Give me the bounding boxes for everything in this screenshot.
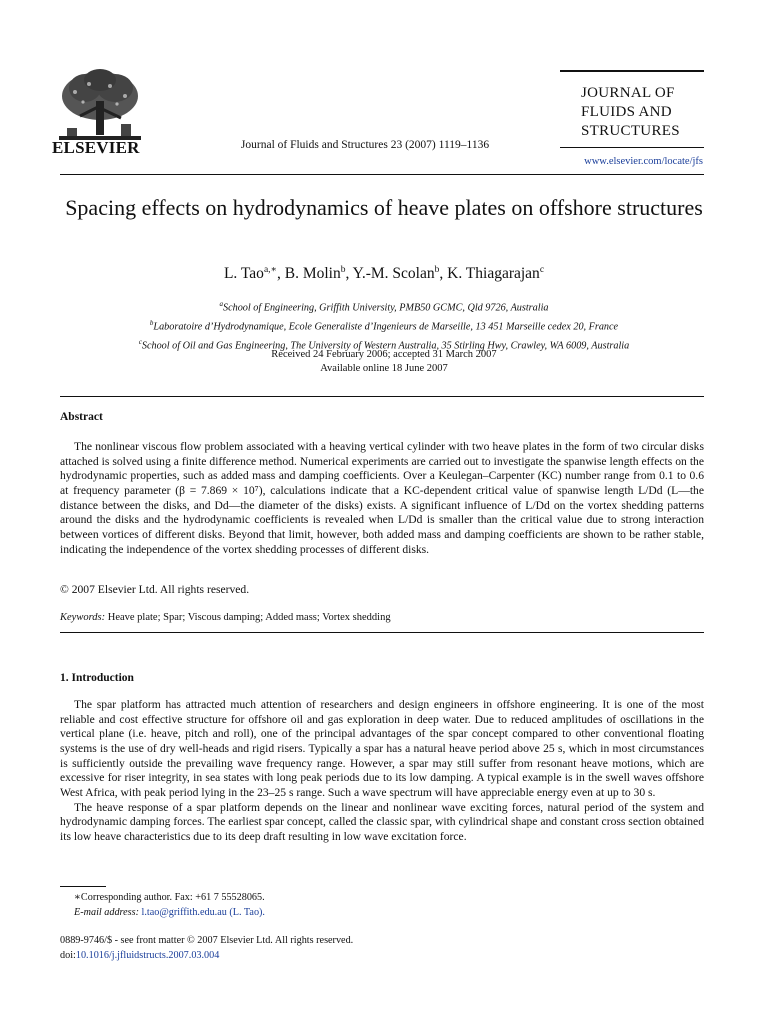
abstract-divider [60,396,704,397]
doi-line: doi:10.1016/j.jfluidstructs.2007.03.004 [60,949,220,961]
received-date: Received 24 February 2006; accepted 31 March 2007 [271,349,497,360]
section-heading: 1. Introduction [60,672,134,684]
abstract-heading: Abstract [60,411,103,423]
body-paragraph: The spar platform has attracted much attention of researchers and design engineers in offshore engineering. It is one of the most reliable and cost effective structure for offshore oil and gas exploration in deep water. Due to reduced amplitudes of oscillations in the vertical plane (i.e. heave, pitch and roll), one of the principal advantages of the spar concept compared to other conventional floating systems is the use of dry well-heads and rigid risers. Typically a spar has a natural heave period above 25 s, which in most circumstances is sufficiently outside the prevailing wave frequency range. However, a spar may still suffer from resonant heave motions, which are excessive for riser integrity, in sea states with long peak periods due to its low damping. A typical example is in the swell waves offshore West Africa, with peak period lying in the 23–25 s range. Such a wave spectrum will have appreciable energy even at up to 30 s. [60,698,704,799]
keywords-list: Heave plate; Spar; Viscous damping; Added mass; Vortex shedding [107,612,391,623]
author-affil-mark[interactable]: b [434,265,440,275]
author-affil-mark[interactable]: b [340,265,346,275]
email-note: E-mail address: l.tao@griffith.edu.au (L. Tao). [74,906,265,918]
author-list: L. Tao$^{a,∗}$, B. Molin$^b$, Y.-M. Scolan$^b$, K. Thiagarajan$^c$ [223,265,545,283]
journal-url-link[interactable]: www.elsevier.com/locate/jfs [584,156,703,167]
author-name: Y.-M. Scolan [352,265,435,283]
journal-box-top-rule [560,70,704,72]
affiliations [60,297,708,354]
abstract-paragraph: The nonlinear viscous flow problem associated with a heaving vertical cylinder with two heave plates in the form of two circular disks attached is solved using a finite difference method. Numerical experiments are carried out to investigate the spanwise length effects on the hydrodynamic properties, such as added mass and damping coefficients. Over a Keulegan–Carpenter (KC) number range from 0.1 to 0.6 at frequency parameter (β = 7.869 × 10⁷), calculations indicate that a KC-dependent critical value of spanwise length L/Dd (L—the distance between the disks, and Dd—the diameter of the disks) exists. A significant influence of L/Dd on the vortex shedding patterns around the disks and the hydrodynamic coefficients is revealed when L/Dd is smaller than the critical value due to strong interaction between vortices of different disks. Beyond that limit, however, both added mass and damping coefficients are shown to be rather stable, indicating the independence of the vortex shedding processes of different disks. [60,440,704,556]
affiliation-item: $^c$School of Oil and Gas Engineering, The University of Western Australia, 35 Stirling Hwy, Crawley, WA 6009, Australia [138,337,630,352]
journal-name-line: STRUCTURES [581,123,680,139]
author-affil-mark[interactable]: a,∗ [263,265,277,275]
footnotes [74,891,265,920]
author-affil-mark[interactable]: c [539,265,545,275]
author-name: K. Thiagarajan [447,265,540,283]
article-title: Spacing effects on hydrodynamics of heave plates on offshore structures [65,195,703,220]
front-matter-line: 0889-9746/$ - see front matter © 2007 Elsevier Ltd. All rights reserved. [60,935,354,946]
issn-info [60,934,353,963]
author-name: B. Molin [284,265,341,283]
affiliation-item: $^a$School of Engineering, Griffith University, PMB50 GCMC, Qld 9726, Australia [219,300,549,314]
footnote-divider [60,886,106,887]
author-name: L. Tao [223,265,264,283]
copyright-notice: © 2007 Elsevier Ltd. All rights reserved. [60,583,250,596]
journal-name-line: FLUIDS AND [581,104,672,120]
affiliation-item: $^b$Laboratoire d’Hydrodynamique, Ecole Generaliste d’Ingenieurs de Marseille, 13 451 Marseille cedex 20, France [149,318,619,333]
abstract-body [60,440,704,557]
header-divider [60,174,704,175]
keywords-divider [60,632,704,633]
keywords-label: Keywords: [60,612,106,623]
author-email-link[interactable]: l.tao@griffith.edu.au (L. Tao). [141,906,265,918]
online-date: Available online 18 June 2007 [320,363,448,374]
journal-box-bottom-rule [560,147,704,148]
keywords [60,612,391,623]
journal-reference: Journal of Fluids and Structures 23 (2007) 1119–1136 [240,139,490,151]
journal-name [581,84,680,141]
journal-name-line: JOURNAL OF [581,85,675,101]
corresponding-author-note: ∗Corresponding author. Fax: +61 7 55528065. [74,892,265,903]
doi-link[interactable]: 10.1016/j.jfluidstructs.2007.03.004 [75,949,220,961]
section-body [60,698,704,845]
body-paragraph: The heave response of a spar platform depends on the linear and nonlinear wave exciting forces, natural period of the system and hydrodynamic damping forces. The earliest spar concept, called the classic spar, with cylindrical shape and constant cross section obtained its low heave characteristics due to its deep draft resulting in low wave excitation force. [60,800,704,843]
publisher-name: ELSEVIER [52,138,140,157]
article-dates [60,348,708,376]
